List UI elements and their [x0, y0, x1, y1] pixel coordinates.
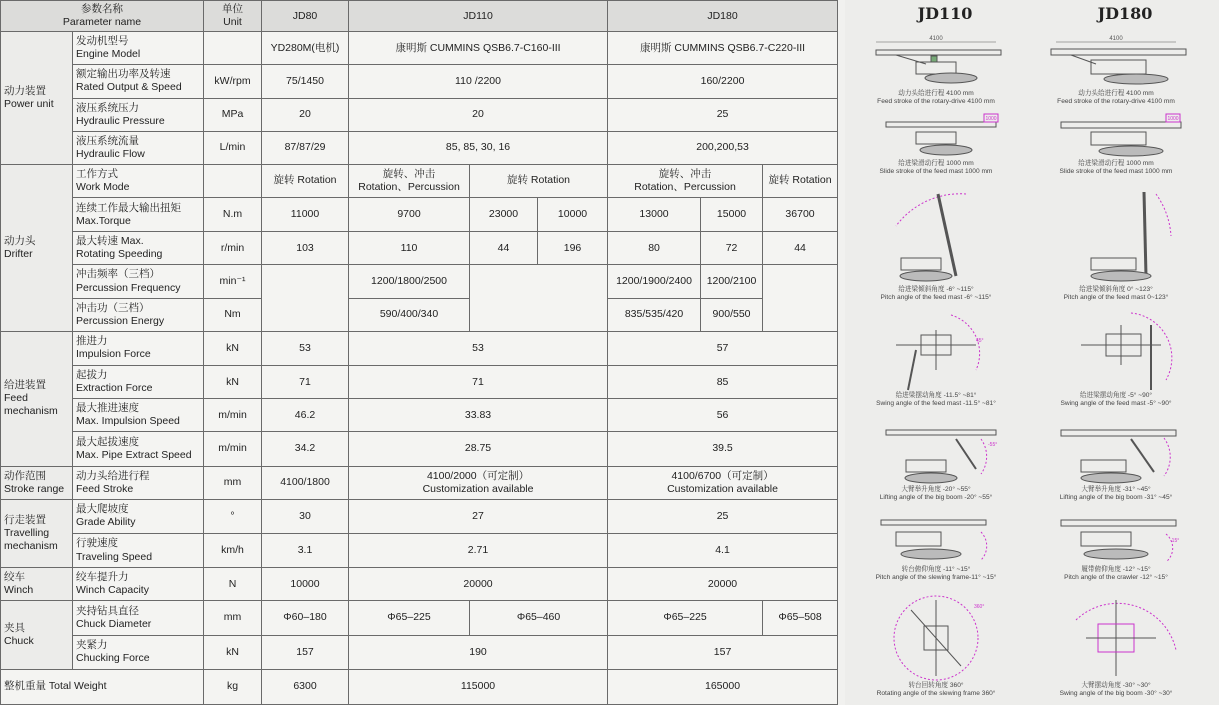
- svg-text:-15°: -15°: [1170, 538, 1180, 544]
- unit-engine: [204, 32, 262, 65]
- torque-v5: 15000: [701, 198, 763, 232]
- unit-feed-stroke: mm: [204, 466, 262, 499]
- chuck-force-jd180: 157: [608, 635, 838, 669]
- drill-rig-side-icon: [856, 34, 1016, 90]
- diagram-lift-jd180: 大臂举升角度 -31° ~45° Lifting angle of the big boom -31° ~45°: [1030, 424, 1202, 502]
- unit-rotating-speed: r/min: [204, 232, 262, 265]
- diagram-feed-stroke-jd180: 4100 动力头给进行程 4100 mm Feed stroke of the rotary-drive 4100 mm: [1030, 34, 1202, 106]
- torque-v1: 9700: [349, 198, 470, 232]
- freq-jd180-b: 1200/2100: [701, 265, 763, 298]
- unit-pipe-extract-speed: m/min: [204, 432, 262, 466]
- unit-percussion-frequency: min⁻¹: [204, 265, 262, 298]
- unit-extraction-force: kN: [204, 366, 262, 399]
- speed-jd80: 103: [262, 232, 349, 265]
- svg-text:45°: 45°: [976, 338, 984, 344]
- drill-rig-side-icon: [856, 110, 1016, 160]
- group-travelling-mechanism: 行走装置 Travelling mechanism: [1, 499, 73, 567]
- speed-v6: 44: [763, 232, 838, 265]
- pipe-speed-jd180: 39.5: [608, 432, 838, 466]
- travel-speed-jd110: 2.71: [349, 533, 608, 567]
- freq-jd110: 1200/1800/2500: [349, 265, 470, 298]
- unit-max-torque: N.m: [204, 198, 262, 232]
- param-impulsion-force: 推进力 Impulsion Force: [73, 331, 204, 365]
- impulsion-jd110: 53: [349, 331, 608, 365]
- work-mode-jd180-a: 旋转、冲击 Rotation、Percussion: [608, 164, 763, 197]
- grade-jd180: 25: [608, 499, 838, 533]
- travel-speed-jd180: 4.1: [608, 533, 838, 567]
- feed-stroke-jd80: 4100/1800: [262, 466, 349, 499]
- unit-impulsion-speed: m/min: [204, 399, 262, 432]
- param-percussion-frequency: 冲击频率（三档） Percussion Frequency: [73, 265, 204, 298]
- engine-jd180: 康明斯 CUMMINS QSB6.7-C220-III: [608, 32, 838, 65]
- param-engine: 发动机型号 Engine Model: [73, 32, 204, 65]
- speed-v1: 110: [349, 232, 470, 265]
- chuck-force-jd110: 190: [349, 635, 608, 669]
- energy-jd180-b: 900/550: [701, 298, 763, 331]
- pipe-speed-jd80: 34.2: [262, 432, 349, 466]
- param-rotating-speed: 最大转速 Max. Rotating Speeding: [73, 232, 204, 265]
- diagram-lift-jd110: -55° 大臂举升角度 -20° ~55° Lifting angle of the big boom -20° ~55°: [850, 424, 1022, 502]
- chuck-dia-jd110-a: Φ65–225: [349, 601, 470, 635]
- flow-jd80: 87/87/29: [262, 131, 349, 164]
- group-power-unit: 动力装置 Power unit: [1, 32, 73, 165]
- blank-jd180: [763, 265, 838, 331]
- svg-text:1000: 1000: [985, 116, 997, 122]
- param-impulsion-speed: 最大推进速度 Max. Impulsion Speed: [73, 399, 204, 432]
- diagram-panel: [845, 0, 1219, 705]
- chuck-force-jd80: 157: [262, 635, 349, 669]
- group-stroke-range: 动作范围 Stroke range: [1, 466, 73, 499]
- param-max-torque: 连续工作最大输出扭矩 Max.Torque: [73, 198, 204, 232]
- torque-v2: 23000: [470, 198, 538, 232]
- unit-chuck-diameter: mm: [204, 601, 262, 635]
- drill-rig-side-icon: [1036, 34, 1196, 90]
- svg-text:4100: 4100: [929, 36, 943, 42]
- diagram-boom-swing-jd180: 大臂摆动角度 -30° ~30° Swing angle of the big boom -30° ~30°: [1030, 590, 1202, 698]
- param-hydraulic-flow: 液压系统流量 Hydraulic Flow: [73, 131, 204, 164]
- feed-stroke-jd110: 4100/2000（可定制） Customization available: [349, 466, 608, 499]
- model-jd80-header: JD80: [262, 1, 349, 32]
- speed-v5: 72: [701, 232, 763, 265]
- energy-jd180-a: 835/535/420: [608, 298, 701, 331]
- diagram-swing-jd180: 给进梁摆动角度 -5° ~90° Swing angle of the feed mast -5° ~90°: [1030, 310, 1202, 408]
- blank-jd80: [262, 265, 349, 331]
- model-jd180-header: JD180: [608, 1, 838, 32]
- diagram-pitch-jd180: 给进梁倾斜角度 0° ~123° Pitch angle of the feed mast 0~123°: [1030, 186, 1202, 302]
- feed-stroke-jd180: 4100/6700（可定制） Customization available: [608, 466, 838, 499]
- model-jd110-header: JD110: [349, 1, 608, 32]
- diagram-pitch-jd110: 给进梁倾斜角度 -6° ~115° Pitch angle of the feed mast -6° ~115°: [850, 186, 1022, 302]
- impulsion-jd80: 53: [262, 331, 349, 365]
- winch-jd80: 10000: [262, 568, 349, 601]
- group-drifter: 动力头 Drifter: [1, 164, 73, 331]
- svg-text:360°: 360°: [974, 604, 985, 610]
- chuck-dia-jd180-b: Φ65–508: [763, 601, 838, 635]
- unit-winch-capacity: N: [204, 568, 262, 601]
- impulsion-jd180: 57: [608, 331, 838, 365]
- speed-v4: 80: [608, 232, 701, 265]
- weight-jd180: 165000: [608, 669, 838, 704]
- flow-jd180: 200,200,53: [608, 131, 838, 164]
- winch-jd180: 20000: [608, 568, 838, 601]
- unit-total-weight: kg: [204, 669, 262, 704]
- travel-speed-jd80: 3.1: [262, 533, 349, 567]
- freq-jd180-a: 1200/1900/2400: [608, 265, 701, 298]
- group-feed-mechanism: 给进装置 Feed mechanism: [1, 331, 73, 466]
- chuck-dia-jd180-a: Φ65–225: [608, 601, 763, 635]
- param-header: 参数名称 Parameter name: [1, 1, 204, 32]
- svg-text:4100: 4100: [1109, 36, 1123, 42]
- param-chuck-diameter: 夹持钻具直径 Chuck Diameter: [73, 601, 204, 635]
- imp-speed-jd180: 56: [608, 399, 838, 432]
- drill-rig-boom-icon: [1036, 424, 1196, 486]
- drill-rig-rotation-icon: [856, 590, 1016, 682]
- unit-impulsion-force: kN: [204, 331, 262, 365]
- imp-speed-jd80: 46.2: [262, 399, 349, 432]
- unit-hydraulic-flow: L/min: [204, 131, 262, 164]
- drill-rig-side-icon: [856, 512, 1016, 566]
- unit-rated-output: kW/rpm: [204, 65, 262, 98]
- param-rated-output: 额定输出功率及转速 Rated Output & Speed: [73, 65, 204, 98]
- diagram-slide-stroke-jd110: 1000 给进梁滑动行程 1000 mm Slide stroke of the feed mast 1000 mm: [850, 110, 1022, 176]
- weight-jd80: 6300: [262, 669, 349, 704]
- param-work-mode: 工作方式 Work Mode: [73, 164, 204, 197]
- torque-v3: 10000: [538, 198, 608, 232]
- work-mode-jd180-b: 旋转 Rotation: [763, 164, 838, 197]
- diagram-title-jd110: JD110: [917, 4, 973, 23]
- param-chucking-force: 夹紧力 Chucking Force: [73, 635, 204, 669]
- extraction-jd80: 71: [262, 366, 349, 399]
- torque-jd80: 11000: [262, 198, 349, 232]
- drill-rig-side-icon: [1036, 512, 1196, 566]
- work-mode-jd110-a: 旋转、冲击 Rotation、Percussion: [349, 164, 470, 197]
- grade-jd80: 30: [262, 499, 349, 533]
- drill-rig-boom-icon: [856, 424, 1016, 486]
- unit-percussion-energy: Nm: [204, 298, 262, 331]
- speed-v2: 44: [470, 232, 538, 265]
- param-pipe-extract-speed: 最大起拔速度 Max. Pipe Extract Speed: [73, 432, 204, 466]
- drill-rig-top-icon: [856, 310, 1016, 392]
- param-winch-capacity: 绞车提升力 Winch Capacity: [73, 568, 204, 601]
- svg-text:-55°: -55°: [988, 442, 998, 448]
- pressure-jd110: 20: [349, 98, 608, 131]
- unit-hydraulic-pressure: MPa: [204, 98, 262, 131]
- drill-rig-side-icon: [1036, 110, 1196, 160]
- extraction-jd110: 71: [349, 366, 608, 399]
- grade-jd110: 27: [349, 499, 608, 533]
- drill-rig-pitch-icon: [1036, 186, 1196, 286]
- unit-traveling-speed: km/h: [204, 533, 262, 567]
- engine-jd80: YD280M(电机): [262, 32, 349, 65]
- chuck-dia-jd80: Φ60–180: [262, 601, 349, 635]
- param-percussion-energy: 冲击功（三档） Percussion Energy: [73, 298, 204, 331]
- torque-v4: 13000: [608, 198, 701, 232]
- drill-rig-top-icon: [1036, 310, 1196, 392]
- work-mode-jd110-b: 旋转 Rotation: [470, 164, 608, 197]
- param-feed-stroke: 动力头给进行程 Feed Stroke: [73, 466, 204, 499]
- unit-chucking-force: kN: [204, 635, 262, 669]
- blank-jd110: [470, 265, 608, 331]
- extraction-jd180: 85: [608, 366, 838, 399]
- diagram-swing-jd110: 45° 给进梁摆动角度 -11.5° ~81° Swing angle of the feed mast -11.5° ~81°: [850, 310, 1022, 408]
- pressure-jd180: 25: [608, 98, 838, 131]
- diagram-crawler-pitch-jd180: -15° 履带俯仰角度 -12° ~15° Pitch angle of the crawler -12° ~15°: [1030, 512, 1202, 582]
- pressure-jd80: 20: [262, 98, 349, 131]
- torque-v6: 36700: [763, 198, 838, 232]
- drill-rig-rotation-icon: [1036, 590, 1196, 682]
- rated-jd180: 160/2200: [608, 65, 838, 98]
- param-hydraulic-pressure: 液压系统压力 Hydraulic Pressure: [73, 98, 204, 131]
- param-total-weight: 整机重量 Total Weight: [1, 669, 204, 704]
- group-winch: 绞车 Winch: [1, 568, 73, 601]
- diagram-slide-stroke-jd180: 1000 给进梁滑动行程 1000 mm Slide stroke of the feed mast 1000 mm: [1030, 110, 1202, 176]
- unit-grade-ability: °: [204, 499, 262, 533]
- work-mode-jd80: 旋转 Rotation: [262, 164, 349, 197]
- weight-jd110: 115000: [349, 669, 608, 704]
- energy-jd110: 590/400/340: [349, 298, 470, 331]
- unit-work-mode: [204, 164, 262, 197]
- diagram-title-jd180: JD180: [1097, 4, 1153, 23]
- pipe-speed-jd110: 28.75: [349, 432, 608, 466]
- param-extraction-force: 起拔力 Extraction Force: [73, 366, 204, 399]
- diagram-slewing-pitch-jd110: 转台俯仰角度 -11° ~15° Pitch angle of the slewing frame-11° ~15°: [850, 512, 1022, 582]
- engine-jd110: 康明斯 CUMMINS QSB6.7-C160-III: [349, 32, 608, 65]
- param-traveling-speed: 行驶速度 Traveling Speed: [73, 533, 204, 567]
- svg-text:1000: 1000: [1167, 116, 1179, 122]
- speed-v3: 196: [538, 232, 608, 265]
- winch-jd110: 20000: [349, 568, 608, 601]
- imp-speed-jd110: 33.83: [349, 399, 608, 432]
- chuck-dia-jd110-b: Φ65–460: [470, 601, 608, 635]
- drill-rig-pitch-icon: [856, 186, 1016, 286]
- flow-jd110: 85, 85, 30, 16: [349, 131, 608, 164]
- group-chuck: 夹具 Chuck: [1, 601, 73, 669]
- rated-jd80: 75/1450: [262, 65, 349, 98]
- diagram-feed-stroke-jd110: 4100 动力头给进行程 4100 mm Feed stroke of the rotary-drive 4100 mm: [850, 34, 1022, 106]
- param-grade-ability: 最大爬坡度 Grade Ability: [73, 499, 204, 533]
- diagram-slewing-rotation-jd110: 360° 转台回转角度 360° Rotating angle of the slewing frame 360°: [850, 590, 1022, 698]
- unit-header: 单位 Unit: [204, 1, 262, 32]
- rated-jd110: 110 /2200: [349, 65, 608, 98]
